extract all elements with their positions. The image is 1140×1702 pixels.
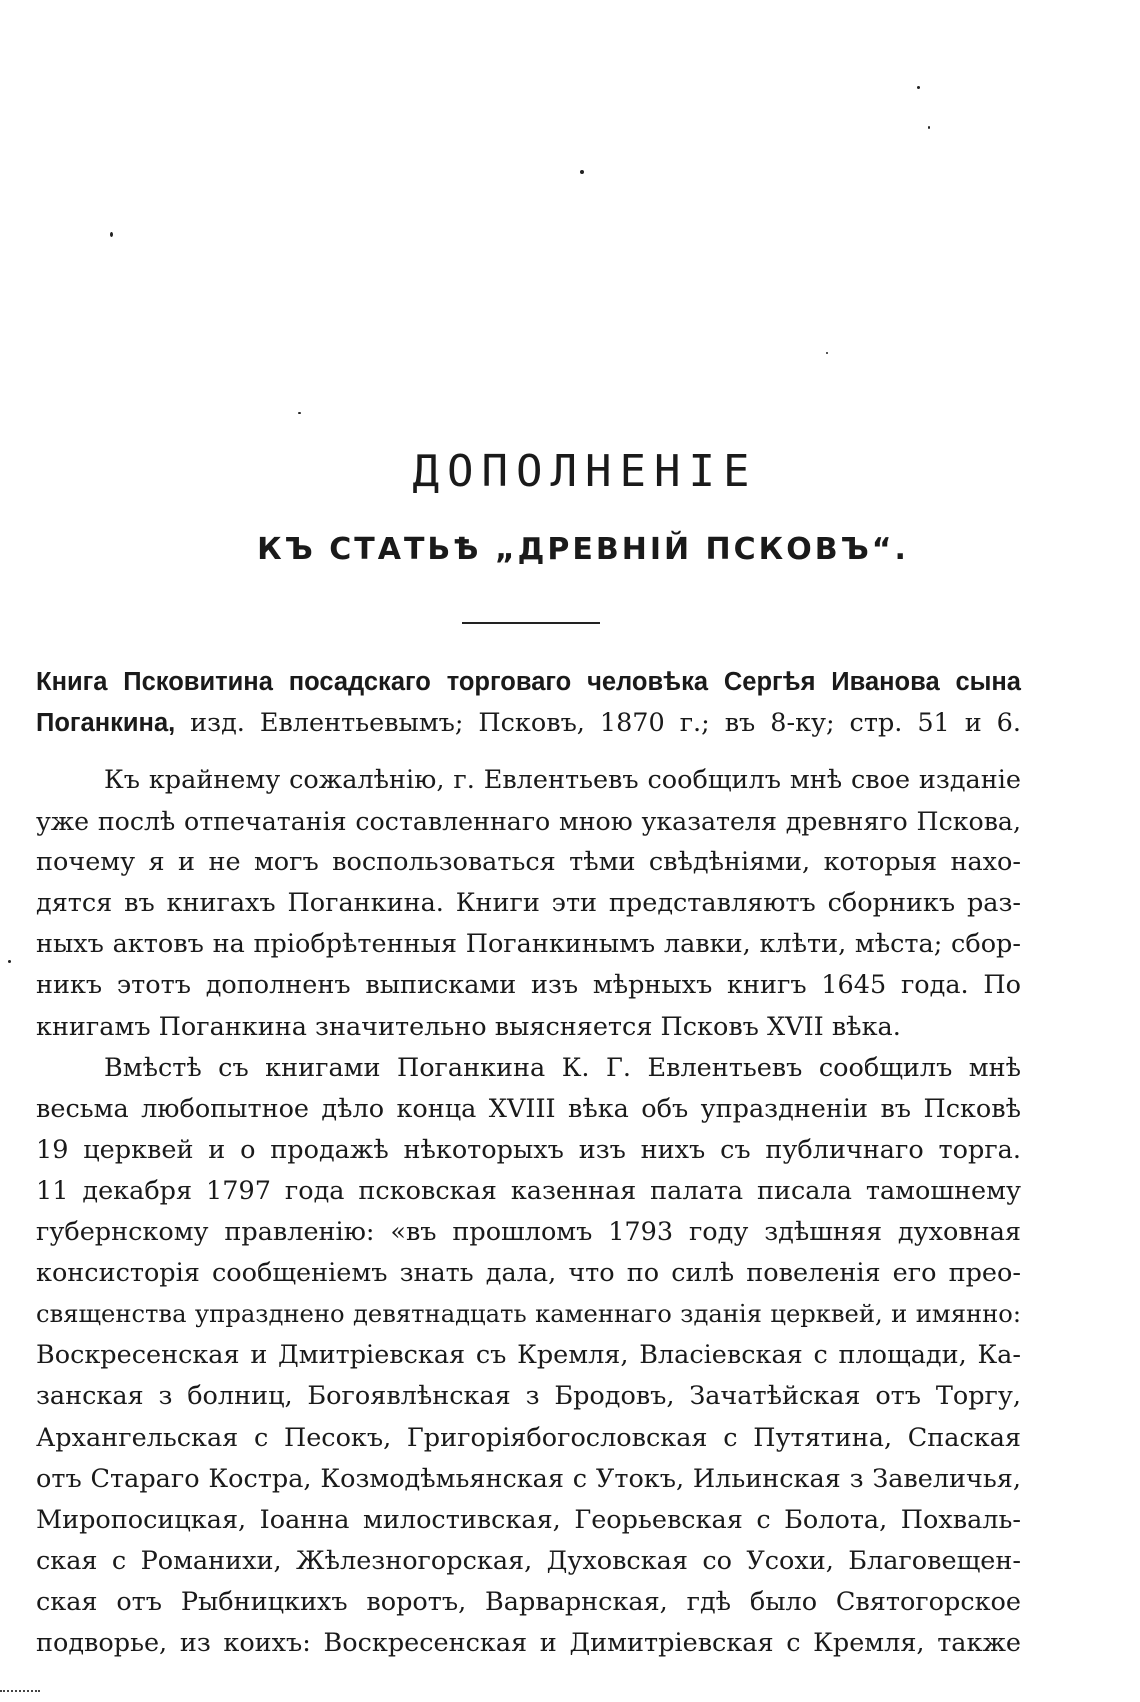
text-line: Вмѣстѣ съ книгами Поганкина К. Г. Евлентьевъ сообщилъ мнѣ [104, 1052, 1021, 1083]
text-line: Къ крайнему сожалѣнію, г. Евлентьевъ сообщилъ мнѣ свое изданіе [104, 765, 1021, 795]
reference-line-2 [36, 703, 1021, 744]
paragraph-2 [36, 1048, 1021, 1664]
scan-speck [298, 412, 301, 414]
text-line: книгамъ Поганкина значительно выясняется Псковъ XVII вѣка. [36, 1011, 901, 1042]
scan-speck [110, 232, 113, 237]
scan-speck [8, 960, 11, 963]
reference-author: Поганкина, [36, 709, 176, 737]
text-line: ская с Романихи, Жѣлезногорская, Духовская со Усохи, Благовещен- [36, 1545, 1021, 1576]
text-line: отъ Стараго Костра, Козмодѣмьянская с Утокъ, Ильинская з Завеличья, [36, 1463, 1021, 1494]
text-line: почему я и не могъ воспользоваться тѣми свѣдѣніями, которыя нахо- [36, 847, 1021, 878]
title-divider [462, 622, 600, 624]
text-line: Воскресенская и Дмитріевская съ Кремля, Власіевская с площади, Ка- [36, 1340, 1021, 1371]
page-title: ДОПОЛНЕНІЕ [412, 446, 758, 497]
text-line: Архангельская с Песокъ, Григоріябогословская с Путятина, Спаская [36, 1422, 1021, 1453]
body-text [36, 760, 1021, 1664]
paragraph-1 [36, 760, 1021, 1048]
text-line: священства упразднено девятнадцать каменнаго зданія церквей, и имянно: [36, 1300, 1021, 1329]
scan-speck [928, 126, 930, 129]
text-line: Миропосицкая, Іоанна милостивская, Георьевская с Болота, Похваль- [36, 1504, 1021, 1535]
text-line: уже послѣ отпечатанія составленнаго мною указателя древняго Пскова, [36, 807, 1021, 837]
scan-speck [917, 86, 920, 89]
text-line: никъ этотъ дополненъ выписками изъ мѣрныхъ книгъ 1645 года. По [36, 970, 1021, 1001]
text-line: занская з болниц, Богоявлѣнская з Бродовъ, Зачатѣйская отъ Торгу, [36, 1381, 1021, 1412]
scan-speck [826, 352, 828, 354]
text-line: подворье, из коихъ: Воскресенская и Димитріевская с Кремля, также [36, 1627, 1021, 1658]
page-edge-mark [0, 1690, 40, 1694]
text-line: дятся въ книгахъ Поганкина. Книги эти представляютъ сборникъ раз- [36, 888, 1021, 919]
text-line: ская отъ Рыбницкихъ воротъ, Варварнская, гдѣ было Святогорское [36, 1586, 1021, 1617]
text-line: губернскому правленію: «въ прошломъ 1793 году здѣшняя духовная [36, 1217, 1021, 1248]
bibliographic-reference [36, 662, 1021, 744]
reference-details: изд. Евлентьевымъ; Псковъ, 1870 г.; въ 8-ку; стр. 51 и 6. [175, 708, 1021, 738]
text-line: консисторія сообщеніемъ знать дала, что по силѣ повеленія его прео- [36, 1258, 1021, 1289]
text-line: 11 декабря 1797 года псковская казенная палата писала тамошнему [36, 1175, 1021, 1206]
reference-line-1: Книга Псковитина посадскаго торговаго человѣка Сергѣя Иванова сына [36, 668, 1021, 696]
text-line: 19 церквей и о продажѣ нѣкоторыхъ изъ нихъ съ публичнаго торга. [36, 1134, 1021, 1165]
scan-speck [580, 170, 584, 174]
page-subtitle: КЪ СТАТЬѢ „ДРЕВНІЙ ПСКОВЪ“. [257, 532, 909, 567]
text-line: весьма любопытное дѣло конца XVIII вѣка объ упраздненіи въ Псковѣ [36, 1093, 1021, 1124]
text-line: ныхъ актовъ на пріобрѣтенныя Поганкинымъ лавки, клѣти, мѣста; сбор- [36, 929, 1021, 960]
